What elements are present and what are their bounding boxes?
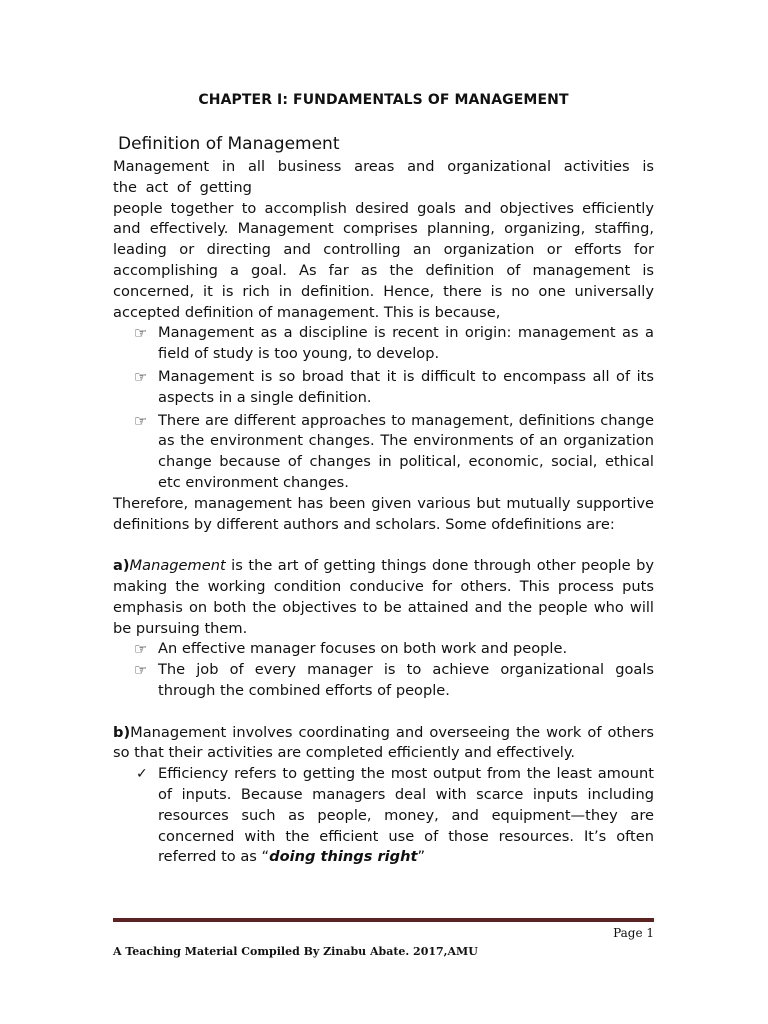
document-body — [113, 157, 654, 868]
definition-b-marker: b) — [113, 723, 131, 741]
reasons-list — [113, 323, 654, 493]
intro-line-2: the act of getting — [113, 178, 252, 196]
footer-divider — [113, 918, 654, 922]
therefore-paragraph: Therefore, management has been given various but mutually supportive definitions by different authors and scholars. Some ofdefinitions are: — [113, 494, 654, 533]
check-mark-icon: ✓ — [136, 766, 148, 783]
section-heading: Definition of Management — [118, 134, 340, 154]
pointing-hand-icon: ☞ — [134, 661, 148, 680]
pointing-hand-icon: ☞ — [134, 367, 148, 386]
definition-a — [113, 556, 654, 639]
list-item-text: An effective manager focuses on both work and people. — [158, 640, 568, 658]
definition-a-points — [113, 639, 654, 701]
list-item — [113, 367, 654, 409]
definition-a-marker: a) — [113, 557, 130, 575]
pointing-hand-icon: ☞ — [134, 324, 148, 343]
page-number: Page 1 — [613, 926, 654, 940]
list-item — [113, 660, 654, 702]
intro-paragraph: people together to accomplish desired goals and objectives efficiently and effectively. Management comprises planning, organizing, staffing, leading or directing and controlling an organization or efforts for accomplishing a goal. As far as the definition of management is concerned, it is rich in definition. Hence, there is no one universally accepted definition of management. This is because, — [113, 199, 654, 321]
pointing-hand-icon: ☞ — [134, 640, 148, 659]
definition-b-points — [113, 764, 654, 868]
list-item-text: Management as a discipline is recent in origin: management as a field of study is too young, to develop. — [158, 324, 654, 363]
list-item — [113, 764, 654, 868]
pointing-hand-icon: ☞ — [134, 411, 148, 430]
efficiency-text: Efficiency refers to getting the most output from the least amount of inputs. Because managers deal with scarce inputs including resources such as people, money, and equipment—they are concerned with the efficient use of those resources. It’s often referred to as “ — [158, 765, 654, 866]
chapter-title: CHAPTER I: FUNDAMENTALS OF MANAGEMENT — [198, 92, 569, 108]
list-item — [113, 411, 654, 494]
definition-a-term: Management — [129, 557, 226, 575]
definition-b-text: Management involves coordinating and overseeing the work of others so that their activities are completed efficiently and effectively. — [113, 723, 654, 762]
efficiency-emphasis: doing things right — [269, 848, 418, 866]
list-item-text: There are different approaches to management, definitions change as the environment changes. The environments of an organization change because of changes in political, economic, social, ethical etc environment changes. — [158, 411, 654, 491]
list-item-text: Management is so broad that it is difficult to encompass all of its aspects in a single definition. — [158, 367, 654, 406]
definition-b — [113, 723, 654, 765]
list-item-text: The job of every manager is to achieve organizational goals through the combined efforts of people. — [158, 661, 654, 699]
list-item — [113, 323, 654, 365]
list-item — [113, 639, 654, 660]
definition-a-text: is the art of getting things done through other people by making the working condition conducive for others. This process puts emphasis on both the objectives to be attained and the people who will be pursuing them. — [113, 557, 654, 637]
intro-line-1: Management in all business areas and organizational activities is — [113, 158, 654, 175]
efficiency-close: ” — [417, 848, 426, 866]
footer-note: A Teaching Material Compiled By Zinabu Abate. 2017,AMU — [113, 945, 478, 958]
